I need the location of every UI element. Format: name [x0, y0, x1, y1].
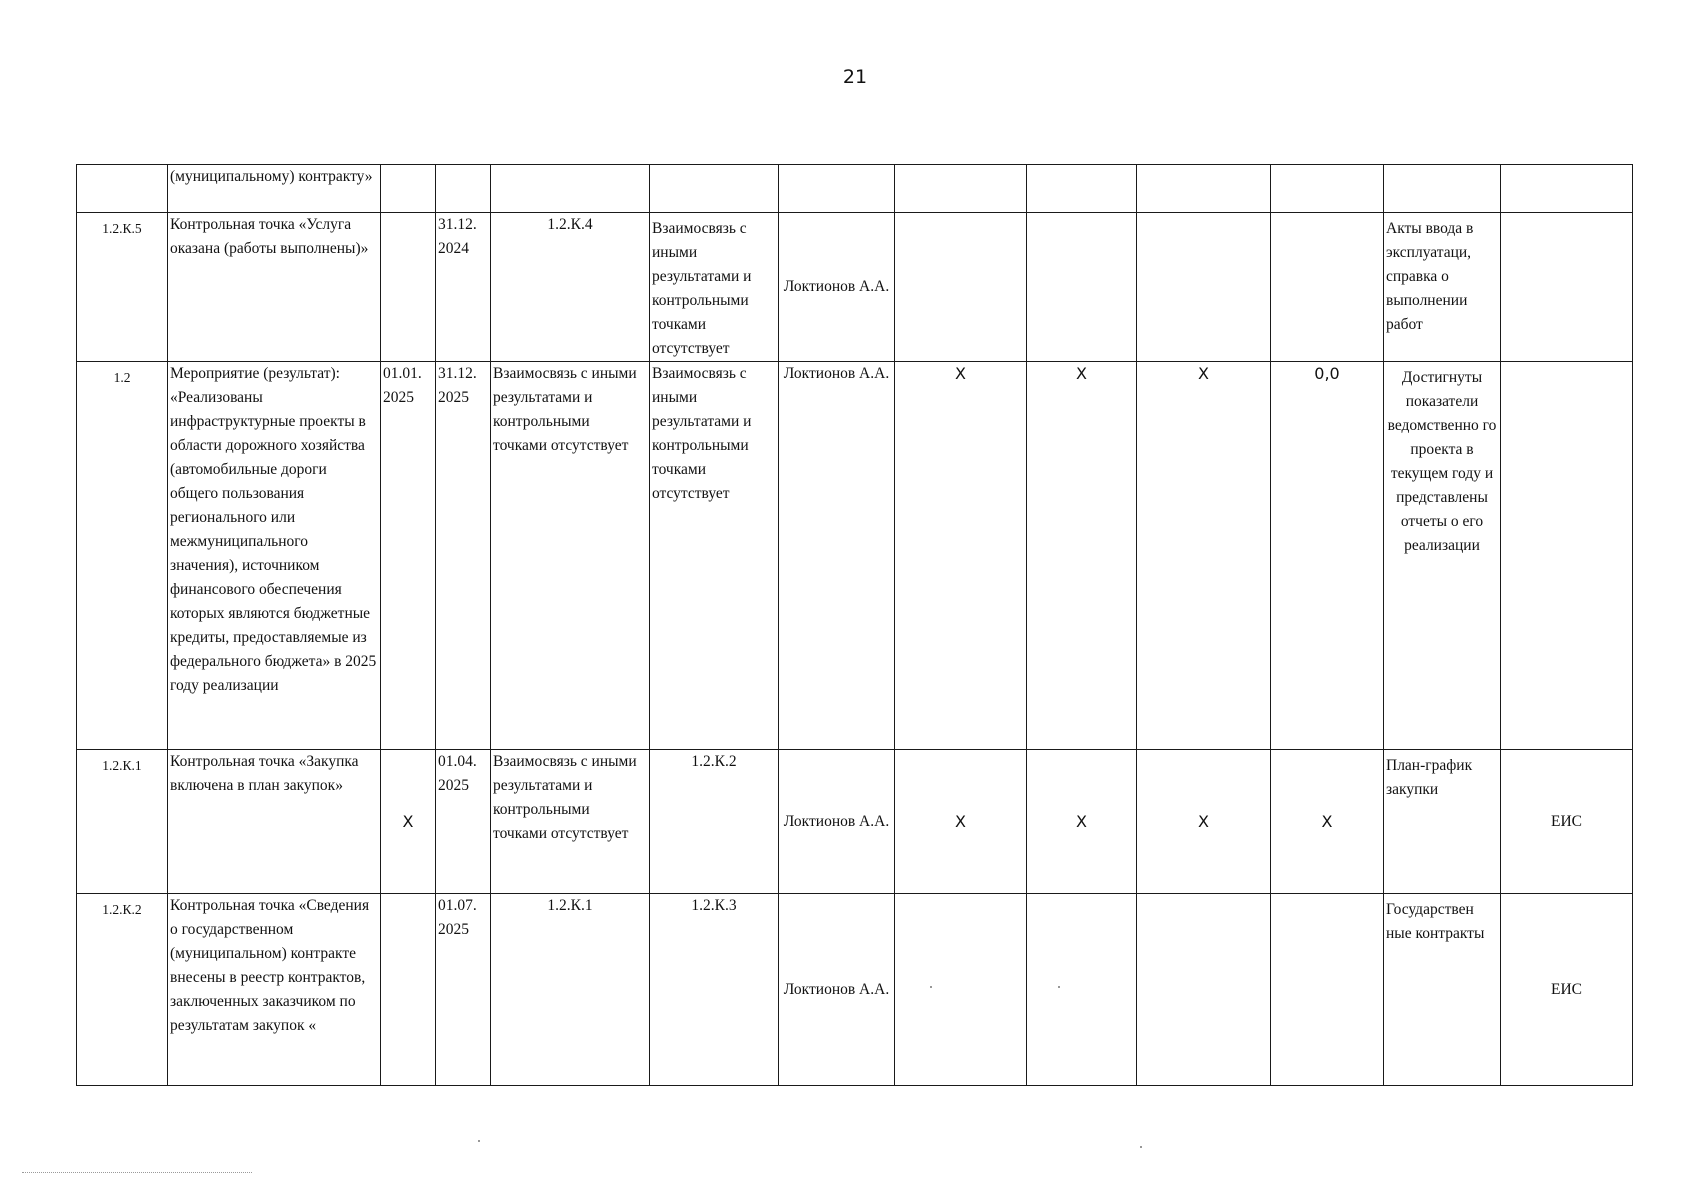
row-predecessor: Взаимосвязь с иными результатами и контрольными точками отсутствует	[491, 362, 650, 750]
row-name: Контрольная точка «Услуга оказана (работы выполнены)»	[168, 213, 381, 362]
table-row	[77, 894, 1633, 1086]
row-start-date	[381, 165, 436, 213]
table-row	[77, 165, 1633, 213]
row-end-date: 31.12. 2024	[436, 213, 491, 362]
row-responsible	[779, 165, 895, 213]
row-predecessor	[491, 165, 650, 213]
row-value-2	[1027, 213, 1137, 362]
scan-dot	[478, 1140, 480, 1142]
row-document: План-график закупки	[1384, 750, 1501, 894]
row-value-4	[1271, 165, 1384, 213]
row-end-date: 31.12. 2025	[436, 362, 491, 750]
scan-dot	[1140, 1146, 1142, 1148]
row-successor: 1.2.К.3	[650, 894, 779, 1086]
row-document	[1384, 165, 1501, 213]
row-name: (муниципальному) контракту»	[168, 165, 381, 213]
row-responsible: Локтионов А.А.	[779, 362, 895, 750]
row-code: 1.2.К.2	[77, 894, 168, 1086]
row-value-3	[1137, 894, 1271, 1086]
row-value-1: X	[895, 750, 1027, 894]
plan-table	[76, 164, 1633, 1086]
page-number: 21	[842, 66, 868, 88]
row-system	[1501, 213, 1633, 362]
row-value-4: X	[1271, 750, 1384, 894]
row-name: Мероприятие (результат): «Реализованы инфраструктурные проекты в области дорожного хозяйства (автомобильные дороги общего пользования регионального или межмуниципального значения), источником финансового обеспечения которых являются бюджетные кредиты, предоставляемые из федерального бюджета» в 2025 году реализации	[168, 362, 381, 750]
scan-dot	[1058, 986, 1060, 988]
row-value-3: X	[1137, 750, 1271, 894]
row-document: Акты ввода в эксплуатаци, справка о выполнении работ	[1384, 213, 1501, 362]
row-successor: Взаимосвязь с иными результатами и контрольными точками отсутствует	[650, 362, 779, 750]
row-value-2	[1027, 894, 1137, 1086]
row-start-date: X	[381, 750, 436, 894]
row-responsible: Локтионов А.А.	[779, 213, 895, 362]
row-value-1	[895, 894, 1027, 1086]
row-name: Контрольная точка «Закупка включена в план закупок»	[168, 750, 381, 894]
table-row	[77, 213, 1633, 362]
row-start-date	[381, 894, 436, 1086]
row-value-4	[1271, 894, 1384, 1086]
row-code: 1.2.К.1	[77, 750, 168, 894]
row-document: Достигнуты показатели ведомственно го проекта в текущем году и представлены отчеты о его реализации	[1384, 362, 1501, 750]
row-document: Государствен ные контракты	[1384, 894, 1501, 1086]
row-system: ЕИС	[1501, 750, 1633, 894]
row-value-1: X	[895, 362, 1027, 750]
row-system	[1501, 362, 1633, 750]
table-row	[77, 750, 1633, 894]
row-value-2: X	[1027, 750, 1137, 894]
row-predecessor: 1.2.К.4	[491, 213, 650, 362]
row-value-2: X	[1027, 362, 1137, 750]
row-responsible: Локтионов А.А.	[779, 750, 895, 894]
scan-noise	[22, 1172, 252, 1175]
row-code	[77, 165, 168, 213]
row-value-4	[1271, 213, 1384, 362]
row-value-4: 0,0	[1271, 362, 1384, 750]
row-name: Контрольная точка «Сведения о государственном (муниципальном) контракте внесены в реестр контрактов, заключенных заказчиком по результатам закупок «	[168, 894, 381, 1086]
row-code: 1.2	[77, 362, 168, 750]
row-system	[1501, 165, 1633, 213]
row-responsible: Локтионов А.А.	[779, 894, 895, 1086]
row-start-date: 01.01. 2025	[381, 362, 436, 750]
row-start-date	[381, 213, 436, 362]
row-successor	[650, 165, 779, 213]
row-value-3	[1137, 165, 1271, 213]
row-value-2	[1027, 165, 1137, 213]
row-end-date: 01.07. 2025	[436, 894, 491, 1086]
scan-dot	[930, 986, 932, 988]
row-end-date	[436, 165, 491, 213]
row-value-1	[895, 213, 1027, 362]
row-predecessor: 1.2.К.1	[491, 894, 650, 1086]
row-system: ЕИС	[1501, 894, 1633, 1086]
row-code: 1.2.К.5	[77, 213, 168, 362]
row-value-1	[895, 165, 1027, 213]
row-value-3	[1137, 213, 1271, 362]
row-value-3: X	[1137, 362, 1271, 750]
table-row	[77, 362, 1633, 750]
row-predecessor: Взаимосвязь с иными результатами и контрольными точками отсутствует	[491, 750, 650, 894]
row-successor: 1.2.К.2	[650, 750, 779, 894]
row-end-date: 01.04. 2025	[436, 750, 491, 894]
row-successor: Взаимосвязь с иными результатами и контрольными точками отсутствует	[650, 213, 779, 362]
